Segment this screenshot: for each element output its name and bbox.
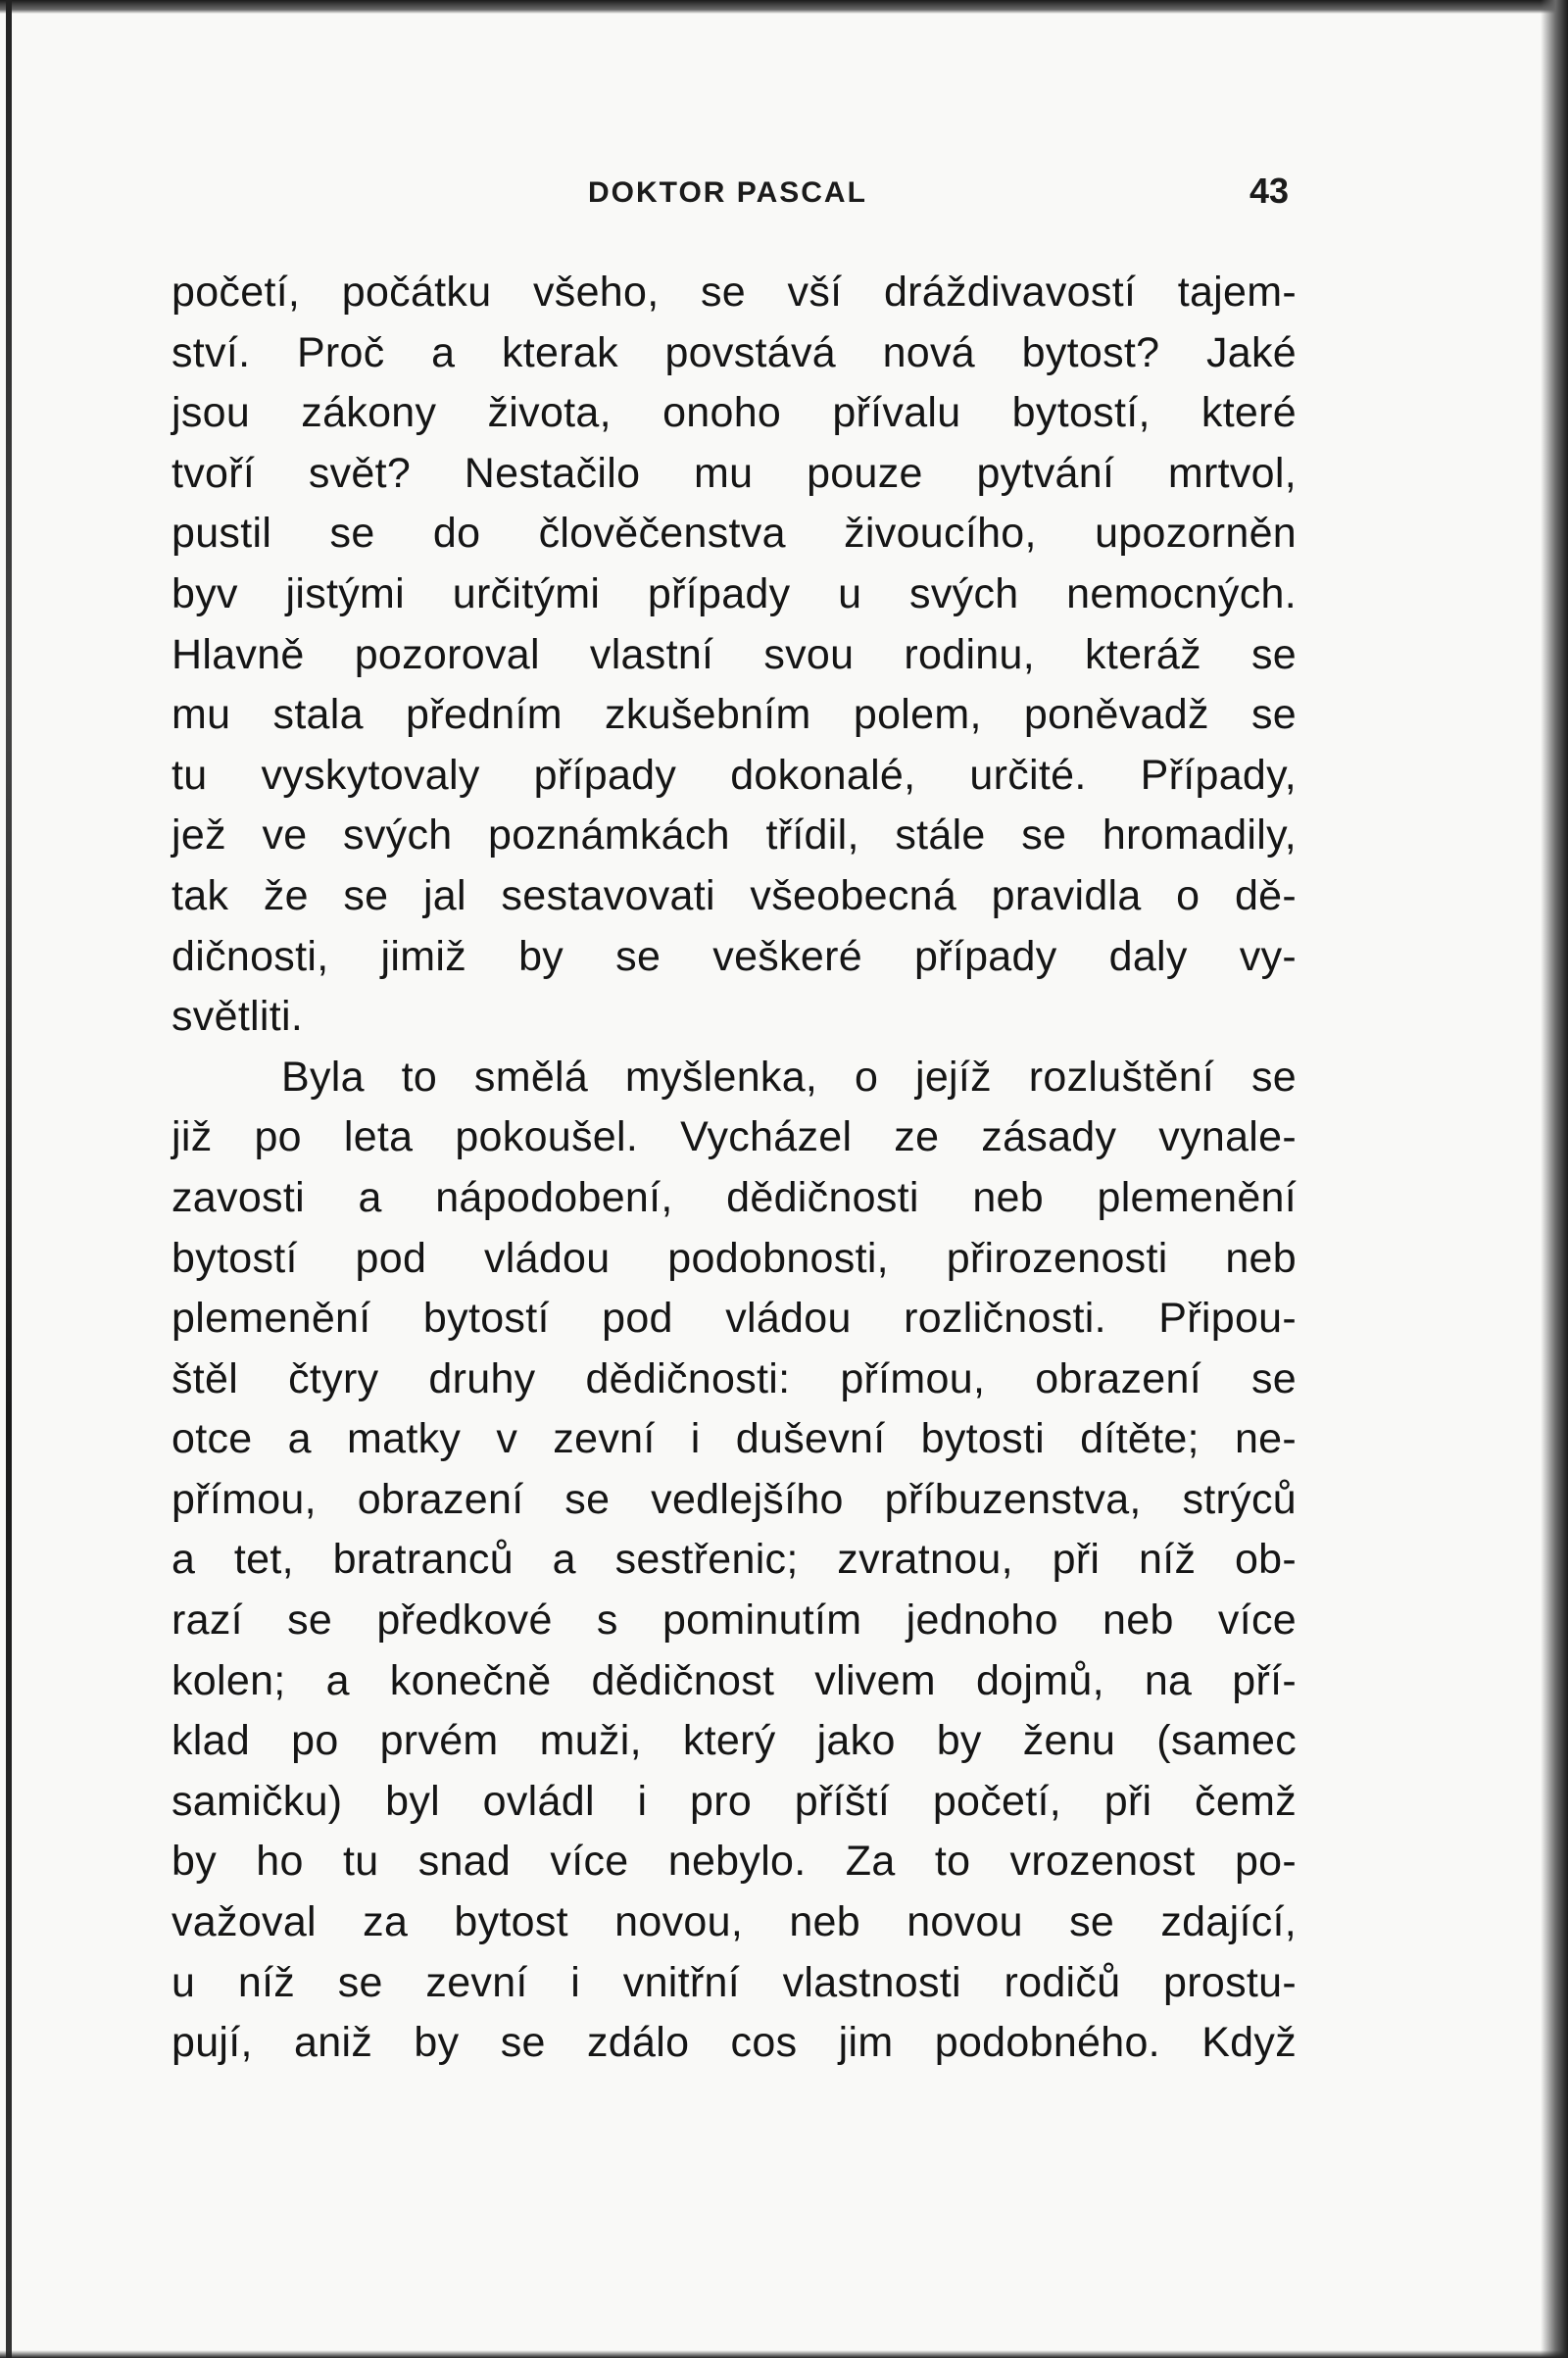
text-line: u níž se zevní i vnitřní vlastnosti rodičů prostu- xyxy=(172,1958,1297,2006)
text-line: kolen; a konečně dědičnost vlivem dojmů, na pří- xyxy=(172,1656,1297,1704)
scan-edge-bottom xyxy=(0,2350,1568,2358)
text-line: Byla to smělá myšlenka, o jejíž rozluštění se xyxy=(281,1053,1297,1101)
text-line: mu stala předním zkušebním polem, poněvadž se xyxy=(172,691,1297,739)
text-line: početí, počátku všeho, se vší dráždivavostí tajem- xyxy=(172,269,1297,316)
text-line: klad po prvém muži, který jako by ženu (samec xyxy=(172,1717,1297,1765)
paragraph-1 xyxy=(172,263,1297,1048)
scan-edge-right xyxy=(1541,0,1568,2358)
scan-edge-left xyxy=(6,0,12,2358)
text-line: plemenění bytostí pod vládou rozličnosti. Připou- xyxy=(172,1295,1297,1343)
text-line: pustil se do člověčenstva živoucího, upozorněn xyxy=(172,510,1297,558)
page-number: 43 xyxy=(1249,171,1289,211)
text-line: a tet, bratranců a sestřenic; zvratnou, při níž ob- xyxy=(172,1536,1297,1584)
text-line: razí se předkové s pominutím jednoho neb více xyxy=(172,1597,1297,1645)
text-line: dičnosti, jimiž by se veškeré případy daly vy- xyxy=(172,932,1297,980)
text-line: již po leta pokoušel. Vycházel ze zásady vynale- xyxy=(172,1113,1297,1161)
text-line: tu vyskytovaly případy dokonalé, určité. Případy, xyxy=(172,751,1297,799)
text-line: Hlavně pozoroval vlastní svou rodinu, kteráž se xyxy=(172,630,1297,678)
body-text xyxy=(172,263,1297,2074)
text-line: jsou zákony života, onoho přívalu bytostí, které xyxy=(172,389,1297,437)
text-line: by ho tu snad více nebylo. Za to vrozenost po- xyxy=(172,1838,1297,1886)
text-line: byv jistými určitými případy u svých nemocných. xyxy=(172,569,1297,617)
text-line: štěl čtyry druhy dědičnosti: přímou, obrazení se xyxy=(172,1354,1297,1402)
text-line: zavosti a nápodobení, dědičnosti neb plemenění xyxy=(172,1173,1297,1221)
text-line: přímou, obrazení se vedlejšího příbuzenstva, strýců xyxy=(172,1475,1297,1523)
text-line: samičku) byl ovládl i pro příští početí, při čemž xyxy=(172,1777,1297,1825)
paragraph-2 xyxy=(172,1048,1297,2074)
text-line: světliti. xyxy=(172,993,304,1041)
scan-edge-top xyxy=(0,0,1568,14)
text-line: tak že se jal sestavovati všeobecná pravidla o dě- xyxy=(172,871,1297,919)
text-line: tvoří svět? Nestačilo mu pouze pytvání mrtvol, xyxy=(172,449,1297,497)
text-line: bytostí pod vládou podobnosti, přirozenosti neb xyxy=(172,1234,1297,1282)
text-line: pují, aniž by se zdálo cos jim podobného. Když xyxy=(172,2019,1297,2067)
text-line: jež ve svých poznámkách třídil, stále se hromadily, xyxy=(172,811,1297,860)
text-line: važoval za bytost novou, neb novou se zdající, xyxy=(172,1898,1297,1946)
text-line: ství. Proč a kterak povstává nová bytost? Jaké xyxy=(172,328,1297,376)
running-title: DOKTOR PASCAL xyxy=(588,176,867,209)
text-line: otce a matky v zevní i duševní bytosti dítěte; ne- xyxy=(172,1415,1297,1463)
